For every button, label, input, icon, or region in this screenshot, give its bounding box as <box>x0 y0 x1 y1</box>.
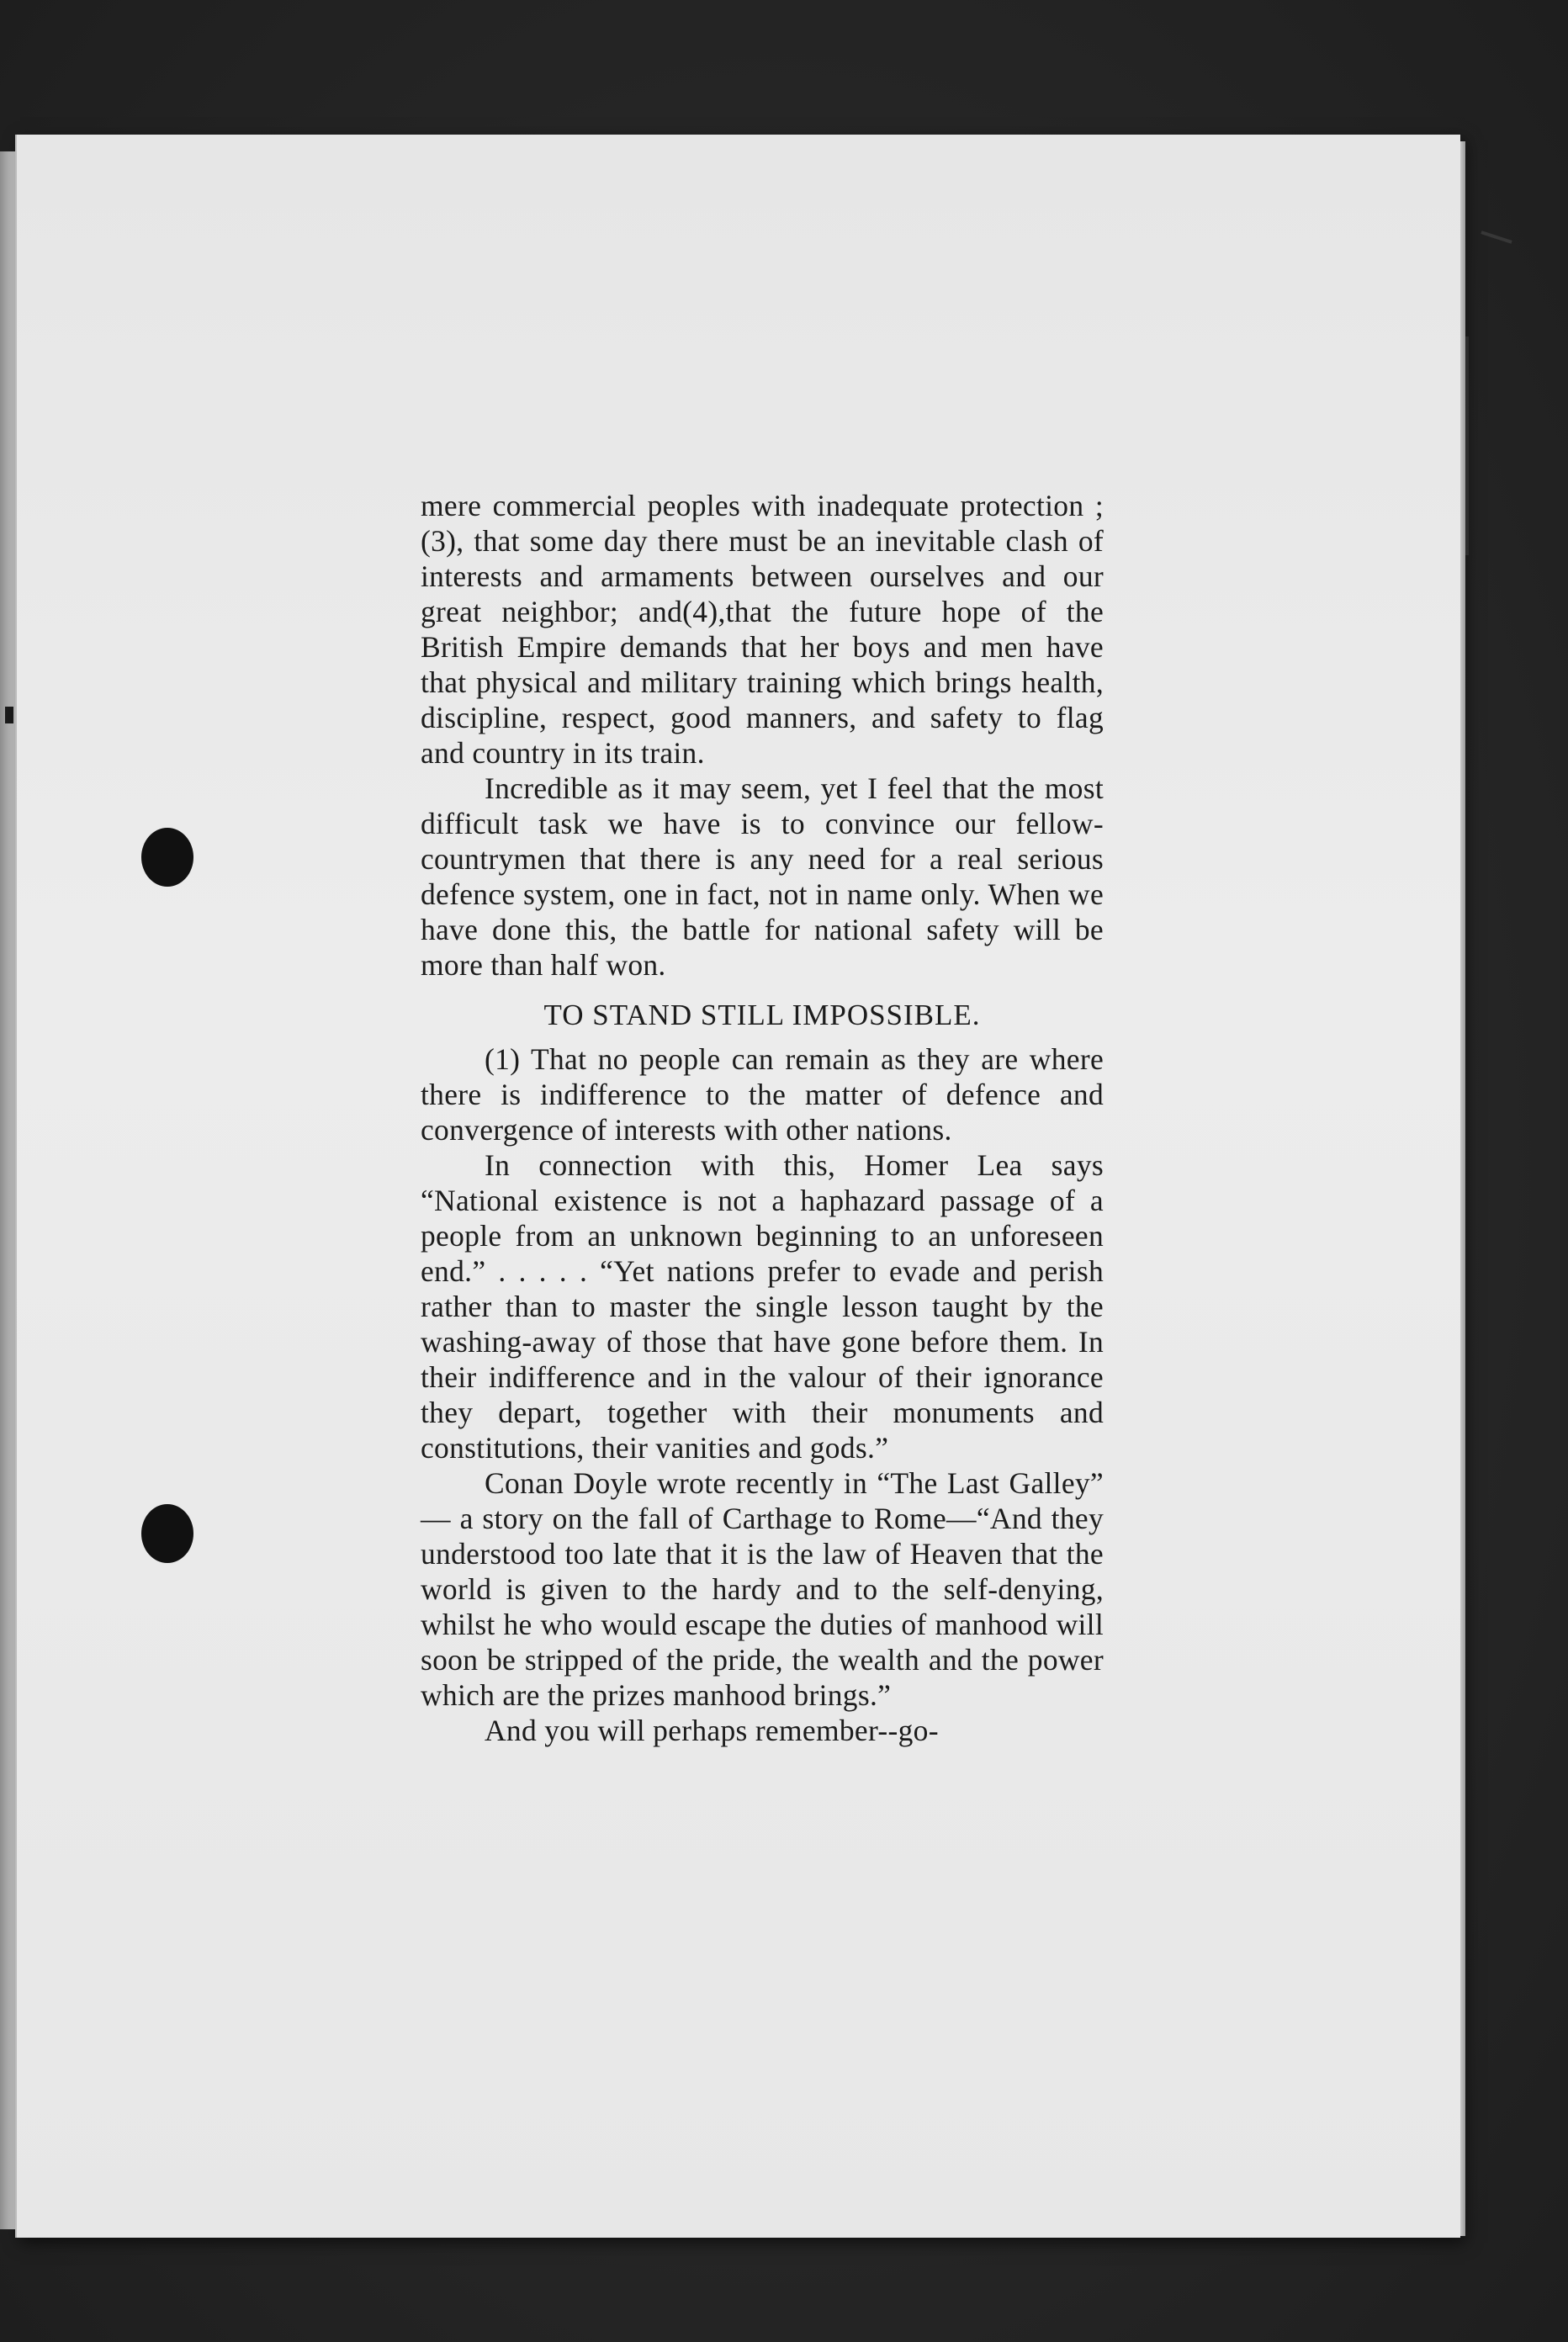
punch-hole-bottom <box>141 1504 193 1563</box>
paragraph: mere commercial peoples with inadequate protection ; (3), that some day there must be an inevitable clash of interests and armaments between ourselves and our great neighbor; and(4),that the future hope of the British Empire demands that her boys and men have that physical and military training which brings health, discipline, respect, good manners, and safety to flag and country in its train. <box>421 489 1104 770</box>
book-page <box>15 135 1460 2238</box>
page-text <box>421 488 1104 1748</box>
paragraph: And you will perhaps remember--go- <box>485 1714 939 1747</box>
binding-mark <box>5 707 13 723</box>
section-heading: TO STAND STILL IMPOSSIBLE. <box>543 999 981 1031</box>
paragraph: In connection with this, Homer Lea says “National existence is not a haphazard passage of a people from an unknown beginning to an unforeseen end.” . . . . . “Yet nations prefer to evade and perish rather than to master the single lesson taught by the washing-away of those that have gone before them. In their indifference and in the valour of their ignorance they depart, together with their monuments and constitutions, their vanities and gods.” <box>421 1148 1104 1465</box>
paragraph: Conan Doyle wrote recently in “The Last Galley” — a story on the fall of Carthage to Rome—“And they understood too late that it is the law of Heaven that the world is given to the hardy and to the self-denying, whilst he who would escape the duties of manhood will soon be stripped of the pride, the wealth and the power which are the prizes manhood brings.” <box>421 1466 1104 1712</box>
facing-page-edge <box>0 151 15 2229</box>
margin-scratch <box>1465 336 1469 555</box>
punch-hole-top <box>141 828 193 887</box>
paragraph: Incredible as it may seem, yet I feel that the most difficult task we have is to convince our fellow-countrymen that there is any need for a real serious defence system, one in fact, not in name only. When we have done this, the battle for national safety will be more than half won. <box>421 771 1104 982</box>
paragraph: (1) That no people can remain as they are where there is indifference to the matter of defence and convergence of interests with other nations. <box>421 1042 1104 1147</box>
